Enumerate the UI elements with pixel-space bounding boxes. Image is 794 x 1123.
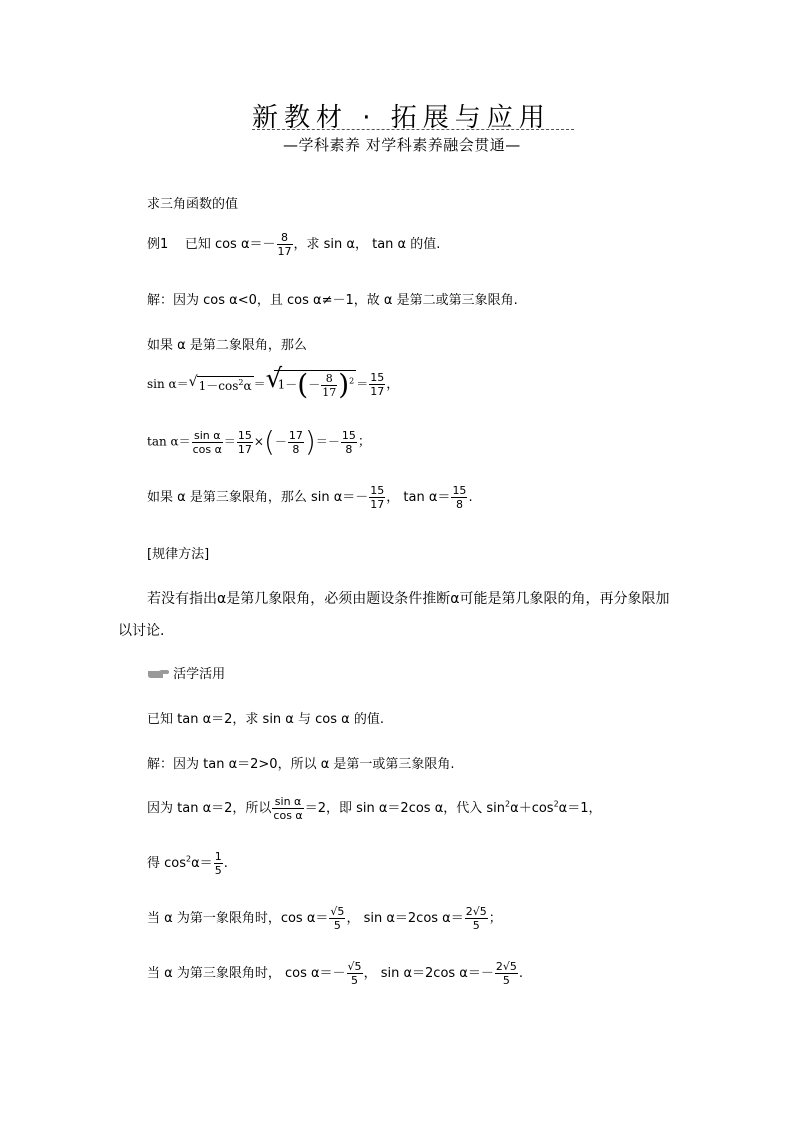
case-quadrant-2: 如果 α 是第二象限角，那么 [147,338,307,353]
practice-solution-4: 当 α 为第一象限角时，cos α＝ $\frac{√5}{5}$ ， sin α＝2cos α＝ $\frac{2√5}{5}$ ； [147,905,502,932]
method-text-line-2: 以讨论. [118,623,165,639]
fraction: $\frac{\text{sin α}}{\text{cos α}}$ [192,428,222,456]
topic-heading: 求三角函数的值 [147,197,239,212]
solution-line-1: 解：因为 cos α<0，且 cos α≠－1，故 α 是第二或第三象限角. [147,293,518,308]
practice-solution-1: 解：因为 tan α＝2>0，所以 α 是第一或第三象限角. [147,757,455,772]
example-text-2: ，求 sin α， tan α 的值. [293,237,441,252]
page-subtitle: —学科素养 对学科素养融会贯通— [283,136,521,154]
fraction: $\frac{15}{17}$ [370,371,385,398]
example-line [147,231,440,258]
practice-label: 活学活用 [173,667,226,682]
practice-heading [147,663,225,683]
practice-solution-5: 当 α 为第三象限角时， cos α＝－ $\frac{√5}{5}$ ， sin α＝2cos α＝－ $\frac{2√5}{5}$ . [147,960,524,987]
method-text-line-1: 若没有指出α是第几象限角，必须由题设条件推断α可能是第几象限的角，再分象限加 [147,591,670,607]
practice-solution-3: 得 $\cos^2\alpha=$ $\frac{1}{5}$ . [147,850,228,877]
practice-solution-2: 因为 tan α＝2，所以 $\frac{\text{sin α}}{\text{cos α}}$ ＝2，即 sin α＝2cos α，代入 $\sin^2\alpha+\cos^2\alpha=1$， [147,795,602,822]
method-label: [规律方法] [147,547,210,562]
practice-question: 已知 tan α＝2，求 sin α 与 cos α 的值. [147,712,384,727]
sqrt-expression: √ $1-\cos^2\alpha$ [188,373,252,393]
sin-equation: sin α＝ √ $1-\cos^2\alpha$ ＝ √ 1－(－ $\frac{8}{17}$ )$^2$ ＝ $\frac{15}{17}$ ， [147,364,400,401]
page-title: 新教材 · 拓展与应用 [252,103,551,133]
case-quadrant-3: 如果 α 是第三象限角，那么 sin α＝－ $\frac{15}{17}$ ， tan α＝ $\frac{15}{8}$ . [147,484,473,511]
pointing-hand-icon [147,667,169,683]
tan-equation: tan α＝ $\frac{\text{sin α}}{\text{cos α}}$ ＝ $\frac{15}{17}$ ×(－ $\frac{17}{8}$ )＝－ $\frac{15}{8}$ ； [147,425,371,458]
example-text: 已知 cos α＝－ [184,237,276,252]
example-label: 例1 [147,237,169,252]
title-divider [252,129,574,130]
fraction: $\frac{8}{17}$ [277,231,292,258]
sqrt-expression-2: √ 1－(－ $\frac{8}{17}$ )$^2$ [265,364,355,401]
